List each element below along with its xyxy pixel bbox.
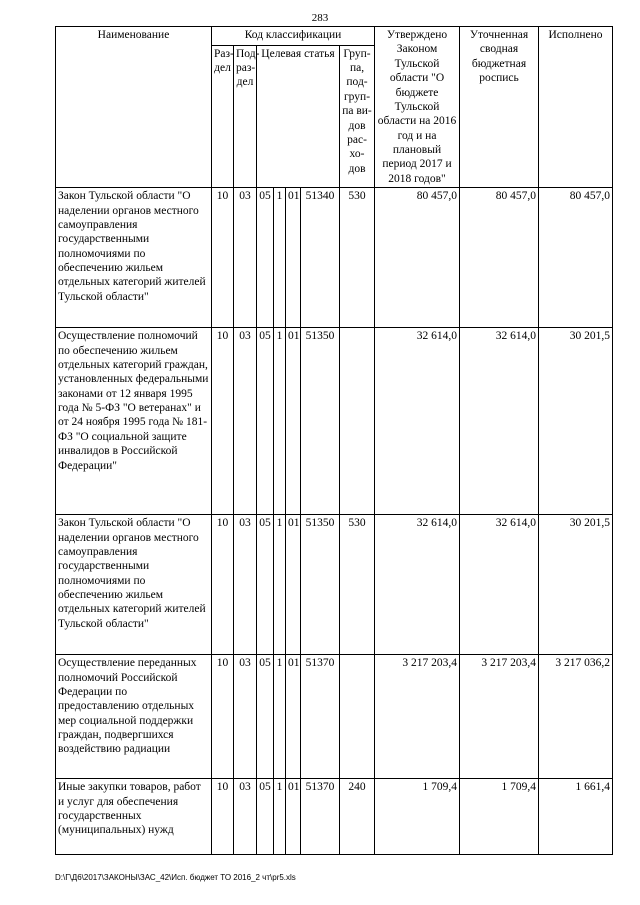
- row-code-2: 1: [274, 328, 286, 515]
- row-code-3: 01: [286, 655, 301, 779]
- row-refined: 32 614,0: [460, 328, 539, 515]
- row-refined: 3 217 203,4: [460, 655, 539, 779]
- header-razdel: Раз-дел: [212, 45, 234, 187]
- row-approved: 3 217 203,4: [375, 655, 460, 779]
- header-tselevaya: Целевая статья: [257, 45, 340, 187]
- row-razdel: 10: [212, 328, 234, 515]
- row-gruppa: [340, 655, 375, 779]
- row-name: Закон Тульской области "О наделении органов местного самоуправления государственными полномочиями по обеспечению жильем отдельных категорий жителей Тульской области": [56, 515, 212, 655]
- header-podrazdel: Под-раз-дел: [234, 45, 257, 187]
- row-executed: 80 457,0: [539, 188, 613, 328]
- row-approved: 1 709,4: [375, 779, 460, 855]
- row-gruppa: [340, 328, 375, 515]
- row-code-4: 51340: [301, 188, 340, 328]
- row-gruppa: 530: [340, 515, 375, 655]
- row-podrazdel: 03: [234, 328, 257, 515]
- row-approved: 32 614,0: [375, 515, 460, 655]
- row-name: Закон Тульской области "О наделении органов местного самоуправления государственными полномочиями по обеспечению жильем отдельных категорий жителей Тульской области": [56, 188, 212, 328]
- row-code-3: 01: [286, 779, 301, 855]
- row-executed: 30 201,5: [539, 328, 613, 515]
- row-gruppa: 530: [340, 188, 375, 328]
- row-code-3: 01: [286, 328, 301, 515]
- row-razdel: 10: [212, 779, 234, 855]
- row-executed: 1 661,4: [539, 779, 613, 855]
- row-code-2: 1: [274, 515, 286, 655]
- header-name: Наименование: [56, 27, 212, 188]
- row-code-2: 1: [274, 779, 286, 855]
- table-row: [56, 655, 613, 779]
- row-code-2: 1: [274, 188, 286, 328]
- row-podrazdel: 03: [234, 188, 257, 328]
- budget-table: [55, 26, 613, 855]
- row-name: Иные закупки товаров, работ и услуг для обеспечения государственных (муниципальных) нужд: [56, 779, 212, 855]
- header-approved: Утверждено Законом Тульской области "О бюджете Тульской области на 2016 год и на плановый период 2017 и 2018 годов": [375, 27, 460, 188]
- row-code-1: 05: [257, 328, 274, 515]
- row-approved: 32 614,0: [375, 328, 460, 515]
- row-code-3: 01: [286, 515, 301, 655]
- header-refined: Уточненная сводная бюджетная роспись: [460, 27, 539, 188]
- header-row-1: [56, 27, 613, 46]
- row-code-3: 01: [286, 188, 301, 328]
- row-code-2: 1: [274, 655, 286, 779]
- row-podrazdel: 03: [234, 515, 257, 655]
- row-executed: 3 217 036,2: [539, 655, 613, 779]
- row-name: Осуществление полномочий по обеспечению жильем отдельных категорий граждан, установленных федеральными законами от 12 января 1995 года № 5-ФЗ "О ветеранах" и от 24 ноября 1995 года № 181-ФЗ "О социальной защите инвалидов в Российской Федерации": [56, 328, 212, 515]
- row-code-1: 05: [257, 188, 274, 328]
- row-podrazdel: 03: [234, 779, 257, 855]
- row-podrazdel: 03: [234, 655, 257, 779]
- table-row: [56, 328, 613, 515]
- row-code-4: 51370: [301, 779, 340, 855]
- row-razdel: 10: [212, 655, 234, 779]
- table-row: [56, 188, 613, 328]
- row-code-4: 51370: [301, 655, 340, 779]
- footer-file-path: D:\Г\Д6\2017\ЗАКОНЫ\ЗАС_42\Исп. бюджет ТО 2016_2 чт\pr5.xls: [55, 873, 296, 882]
- row-razdel: 10: [212, 188, 234, 328]
- row-refined: 80 457,0: [460, 188, 539, 328]
- row-code-4: 51350: [301, 328, 340, 515]
- row-executed: 30 201,5: [539, 515, 613, 655]
- row-code-1: 05: [257, 779, 274, 855]
- row-refined: 1 709,4: [460, 779, 539, 855]
- row-approved: 80 457,0: [375, 188, 460, 328]
- row-razdel: 10: [212, 515, 234, 655]
- header-gruppa: Груп-па, под-груп-па ви-дов рас-хо-дов: [340, 45, 375, 187]
- table-row: [56, 779, 613, 855]
- table-row: [56, 515, 613, 655]
- row-code-4: 51350: [301, 515, 340, 655]
- row-refined: 32 614,0: [460, 515, 539, 655]
- row-code-1: 05: [257, 655, 274, 779]
- row-name: Осуществление переданных полномочий Российской Федерации по предоставлению отдельных мер социальной поддержки граждан, подвергшихся воздействию радиации: [56, 655, 212, 779]
- header-code-group: Код классификации: [212, 27, 375, 46]
- header-executed: Исполнено: [539, 27, 613, 188]
- page-number: 283: [311, 12, 329, 24]
- row-gruppa: 240: [340, 779, 375, 855]
- row-code-1: 05: [257, 515, 274, 655]
